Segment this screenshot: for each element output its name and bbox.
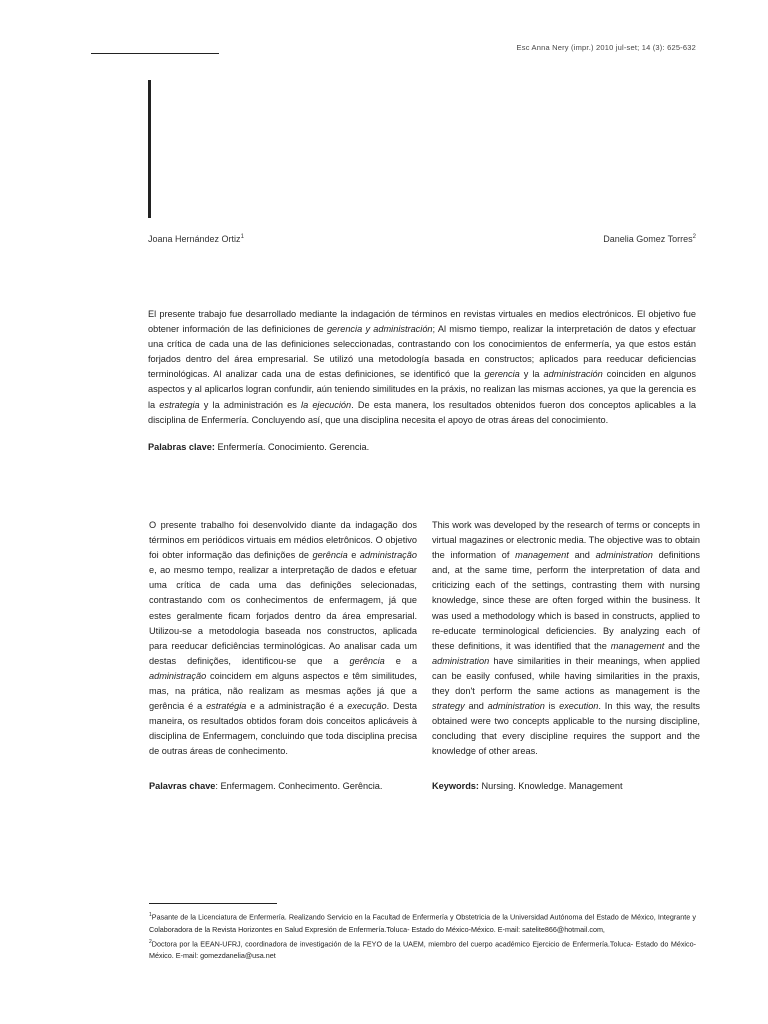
abstract-en-italic: management xyxy=(515,550,569,561)
abstract-en-italic: execution xyxy=(559,701,599,712)
footnote-2-sup: 2 xyxy=(149,938,152,945)
abstract-es-text: y la administración es xyxy=(199,399,302,410)
author-2-sup: 2 xyxy=(692,234,696,240)
abstract-pt-italic: administração xyxy=(359,550,417,561)
footnote-2: Doctora por la EEAN-UFRJ, coordinadora de investigación de la FEYO de la UAEM, miembro del cuerpo académico Ejercicio de Enfermería.Toluca- Estado do México- México. E-mail: gomezdanelia@usa.net xyxy=(149,939,696,961)
abstract-spanish xyxy=(148,307,696,428)
abstract-pt-italic: administração xyxy=(149,670,207,681)
keywords-en-label: Keywords: xyxy=(432,781,479,791)
keywords-en-text: Nursing. Knowledge. Management xyxy=(478,781,623,791)
abstract-es-text: y la xyxy=(519,369,544,380)
journal-reference: Esc Anna Nery (impr.) 2010 jul-set; 14 (3): 625-632 xyxy=(516,43,696,52)
keywords-es-label: Palabras clave: xyxy=(148,442,215,452)
abstract-pt-text: e xyxy=(347,550,360,561)
abstract-es-text: El presente trabajo fue desarrollado mediante la indagación de términos en revistas virtuales en medios electrónicos. El objetivo fue obtener información de las definiciones de xyxy=(148,309,696,335)
abstract-en-italic: management xyxy=(610,640,665,651)
abstract-es-italic: estrategia xyxy=(159,399,200,410)
abstract-en-text: and xyxy=(568,550,596,561)
abstract-pt-italic: execução xyxy=(347,701,387,712)
abstract-en-text: and xyxy=(464,701,488,712)
abstract-es-italic: gerencia xyxy=(484,369,520,380)
keywords-es-text: Enfermería. Conocimiento. Gerencia. xyxy=(214,442,370,452)
abstract-es-italic: la ejecución xyxy=(301,399,352,410)
footnotes xyxy=(149,909,696,963)
abstract-pt-text: . Desta maneira, os resultados obtidos foram dois conceitos aplicáveis à disciplina de Enfermagem, concluindo que toda disciplina precisa de outras áreas de conhecimento. xyxy=(149,701,418,757)
keywords-pt-label: Palavras chave xyxy=(149,781,216,791)
keywords-english xyxy=(432,781,623,791)
abstract-es-italic: gerencia y administración xyxy=(326,324,433,335)
abstract-es-text: coinciden en algunos aspectos y al aplicarlos logran confundir, aún teniendo similitudes en la práxis, no realizan las mismas acciones, ya que la gerencia es la xyxy=(148,369,696,410)
keywords-portuguese xyxy=(149,781,382,791)
abstract-pt-text: e, ao mesmo tempo, realizar a interpretação de dados e efetuar uma crítica de cada uma das definições selecionadas, contrastando com os conhecimentos de enfermagem, já que estes geralmente ficam forjados dentro da área empresarial. Utilizou-se a metodologia baseada nos constructos, aplicada para reeducar deficiências terminológicas. Ao analisar cada um destas definições, identificou-se que a xyxy=(149,565,417,666)
author-2 xyxy=(603,234,696,244)
abstract-pt-italic: gerência xyxy=(349,655,385,666)
abstract-en-text: is xyxy=(544,701,560,712)
footnote-rule xyxy=(149,903,277,904)
abstract-pt-text: e a administração é a xyxy=(246,701,348,712)
abstract-en-italic: strategy xyxy=(432,701,465,712)
abstract-en-text: . In this way, the results obtained were two concepts applicable to the nursing discipline, concluding that every discipline requires the support and the knowledge of other areas. xyxy=(432,701,700,757)
abstract-en-italic: administration xyxy=(487,701,545,712)
abstract-es-text: ; Al mismo tiempo, realizar la interpretación de datos y efectuar una crítica de cada una de las definiciones seleccionadas, contrastando con los conocimientos de enfermería, ya que estos están forjados dentro del área empresarial. Se utilizó una metodología basada en constructos; aplicados para reeducar deficiencias terminológicas. Al analizar cada una de estas definiciones, se identificó que la xyxy=(148,324,696,380)
abstract-pt-italic: gerência xyxy=(312,550,348,561)
abstract-en-italic: administration xyxy=(432,655,490,666)
keywords-spanish xyxy=(148,442,369,452)
abstract-en-text: have similarities in their meanings, when applied can be easily confused, while having similarities in the praxis, they don't perform the same actions as management is the xyxy=(432,655,700,697)
abstract-english xyxy=(432,518,700,760)
author-1 xyxy=(148,234,244,244)
author-2-name: Danelia Gomez Torres xyxy=(603,234,693,244)
abstract-en-text: definitions and, at the same time, perform the interpretation of data and criticizing each of the settings, contrasting them with nursing knowledge, since these are often forged within the business. It was used a methodology which is based in constructs, applied to re-educate terminological deficiencies. By analyzing each of these definitions, it was identified that the xyxy=(432,550,701,651)
footnote-1-sup: 1 xyxy=(149,912,152,918)
abstract-es-text: . De esta manera, los resultados obtenidos fueron dos conceptos aplicables a la disciplina de Enfermería. Concluyendo así, que una disciplina necesita el apoyo de otras áreas del conocimiento. xyxy=(148,399,696,425)
abstract-en-text: and the xyxy=(664,640,700,651)
abstract-en-italic: administration xyxy=(595,550,653,561)
keywords-pt-text: : Enfermagem. Conhecimento. Gerência. xyxy=(215,781,383,791)
title-bar-decoration xyxy=(148,80,151,218)
abstract-portuguese xyxy=(149,518,417,760)
author-1-sup: 1 xyxy=(240,234,244,240)
abstract-pt-text: e a xyxy=(384,655,418,666)
header-rule xyxy=(91,53,219,54)
abstract-pt-text: coincidem em alguns aspectos e têm similitudes, mas, na prática, não realizam as mesmas ações já que a gerência é a xyxy=(149,670,417,712)
footnote-1: Pasante de la Licenciatura de Enfermería. Realizando Servicio en la Facultad de Enfermería y Obstetricia de la Universidad Autónoma del Estado de México, Integrante y Colaboradora de la Revista Horizontes en Salud Expresión de Enfermería.Toluca- Estado do México-México. E-mail: satelite866@hotmail.com, xyxy=(149,912,696,934)
abstract-pt-italic: estratégia xyxy=(206,701,247,712)
abstract-en-text: This work was developed by the research of terms or concepts in virtual magazines or electronic media. The objective was to obtain the information of xyxy=(432,520,700,561)
abstract-pt-text: O presente trabalho foi desenvolvido diante da indagação dos términos em periódicos virtuais em médios eletrônicos. O objetivo foi obter informação das definições de xyxy=(149,520,417,561)
author-1-name: Joana Hernández Ortiz xyxy=(148,234,241,244)
abstract-es-italic: administración xyxy=(543,369,603,380)
